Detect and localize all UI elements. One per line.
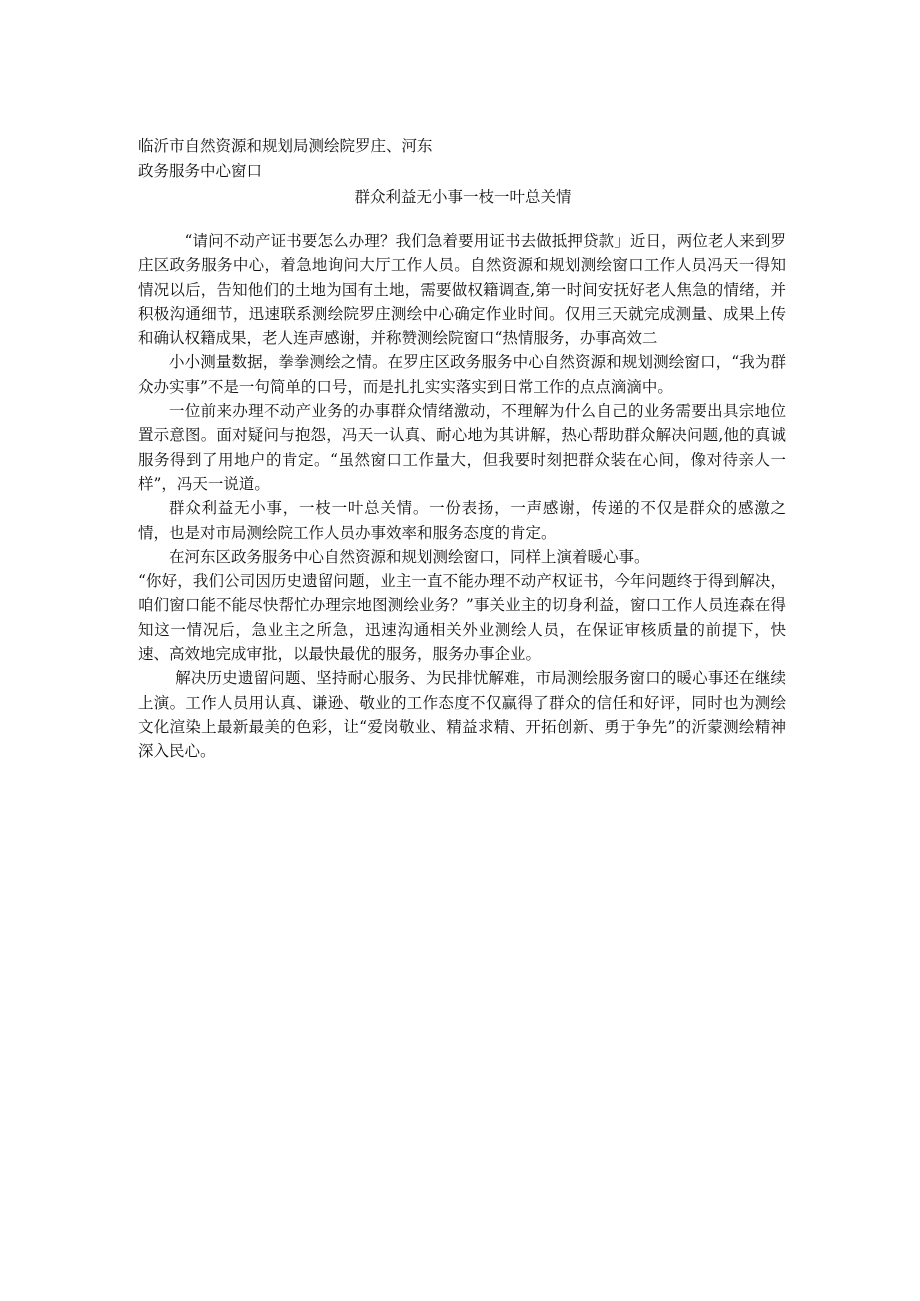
paragraph-3: 一位前来办理不动产业务的办事群众情绪激动，不理解为什么自己的业务需要出具宗地位置示意图。面对疑问与抱怨，冯天一认真、耐心地为其讲解，热心帮助群众解决问题,他的真诚服务得到了用地户的肯定。“虽然窗口工作量大，但我要时刻把群众装在心间，像对待亲人一样”，冯天一说道。	[138, 402, 786, 493]
paragraph-1: “请问不动产证书要怎么办理？我们急着要用证书去做抵押贷款」近日，两位老人来到罗庄区政务服务中心，着急地询问大厅工作人员。自然资源和规划测绘窗口工作人员冯天一得知情况以后，告知他们的土地为国有土地，需要做权籍调查,第一时间安抚好老人焦急的情绪，并积极沟通细节，迅速联系测绘院罗庄测绘中心确定作业时间。仅用三天就完成测量、成果上传和确认权籍成果，老人连声感谢，并称赞测绘院窗口“热情服务，办事高效二	[138, 232, 786, 348]
paragraph-2: 小小测量数据，拳拳测绘之情。在罗庄区政务服务中心自然资源和规划测绘窗口，“我为群众办实事”不是一句简单的口号，而是扎扎实实落实到日常工作的点点滴滴中。	[138, 353, 786, 396]
heading-line-organization: 临沂市自然资源和规划局测绘院罗庄、河东	[138, 137, 433, 155]
paragraph-6: “你好，我们公司因历史遗留问题，业主一直不能办理不动产权证书，今年问题终于得到解决，咱们窗口能不能尽快帮忙办理宗地图测绘业务？”事关业主的切身利益，窗口工作人员连森在得知这一情况后，急业主之所急，迅速沟通相关外业测绘人员，在保证审核质量的前提下，快速、高效地完成审批，以最快最优的服务，服务办事企业。	[138, 572, 786, 664]
paragraph-7: 解决历史遗留问题、坚持耐心服务、为民排忧解难，市局测绘服务窗口的暖心事还在继续上演。工作人员用认真、谦逊、敬业的工作态度不仅赢得了群众的信任和好评，同时也为测绘文化渲染上最新最美的色彩，让“爱岗敬业、精益求精、开拓创新、勇于争先”的沂蒙测绘精神深入民心。	[138, 669, 786, 761]
document-heading	[138, 134, 788, 184]
document-body	[138, 229, 786, 764]
heading-line-window: 政务服务中心窗口	[138, 162, 263, 180]
document-title: 群众利益无小事一枝一叶总关情	[354, 188, 572, 206]
paragraph-5: 在河东区政务服务中心自然资源和规划测绘窗口，同样上演着暖心事。	[169, 547, 650, 566]
paragraph-4: 群众利益无小事，一枝一叶总关情。一份表扬，一声感谢，传递的不仅是群众的感激之情，也是对市局测绘院工作人员办事效率和服务态度的肯定。	[138, 499, 786, 542]
